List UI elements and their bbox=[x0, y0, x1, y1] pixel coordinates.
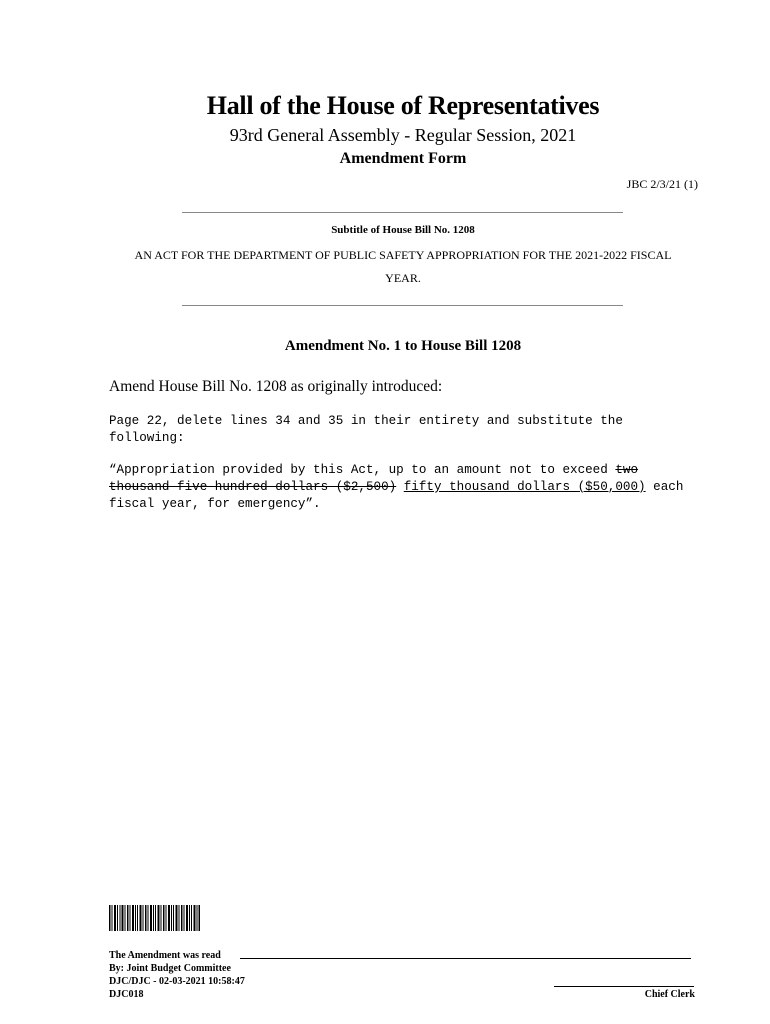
session-line: 93rd General Assembly - Regular Session, 2021 bbox=[229, 125, 577, 145]
chief-clerk-label: Chief Clerk bbox=[644, 989, 695, 1000]
by-line: By: Joint Budget Committee bbox=[109, 963, 231, 974]
barcode-icon bbox=[109, 905, 200, 931]
act-title-line-2: YEAR. bbox=[385, 271, 421, 285]
footer-block bbox=[109, 949, 245, 1001]
code-line: DJC018 bbox=[109, 989, 144, 1000]
bottom-divider bbox=[182, 305, 623, 306]
top-divider bbox=[182, 212, 623, 213]
act-title-line-1: AN ACT FOR THE DEPARTMENT OF PUBLIC SAFETY APPROPRIATION FOR THE 2021-2022 FISCAL bbox=[134, 248, 672, 262]
clerk-signature-line bbox=[554, 986, 694, 987]
appropriation-line-1 bbox=[109, 462, 709, 479]
stamp-line: DJC/DJC - 02-03-2021 10:58:47 bbox=[109, 976, 245, 987]
page-instruction-line-2: following: bbox=[109, 431, 185, 445]
read-label: The Amendment was read bbox=[109, 950, 221, 961]
struck-text-2: thousand five hundred dollars ($2,500) bbox=[109, 480, 397, 494]
form-name: Amendment Form bbox=[339, 150, 467, 167]
appropriation-text-part-1: “Appropriation provided by this Act, up to an amount not to exceed bbox=[109, 463, 616, 477]
amendment-intro: Amend House Bill No. 1208 as originally introduced: bbox=[109, 378, 443, 395]
appropriation-line-2 bbox=[109, 479, 709, 496]
amendment-heading: Amendment No. 1 to House Bill 1208 bbox=[284, 338, 522, 354]
document-code: JBC 2/3/21 (1) bbox=[626, 177, 698, 191]
read-signature-line bbox=[240, 958, 691, 959]
document-title: Hall of the House of Representatives bbox=[206, 91, 600, 120]
page-instruction-line-1: Page 22, delete lines 34 and 35 in their entirety and substitute the bbox=[109, 414, 623, 428]
page-instruction bbox=[109, 413, 709, 447]
act-title bbox=[110, 244, 696, 290]
appropriation-line-3: fiscal year, for emergency”. bbox=[109, 497, 321, 511]
appropriation-text-part-2: each bbox=[645, 480, 684, 494]
appropriation-text bbox=[109, 462, 709, 513]
subtitle-label: Subtitle of House Bill No. 1208 bbox=[331, 224, 475, 236]
inserted-text: fifty thousand dollars ($50,000) bbox=[403, 480, 646, 494]
struck-text-1: two bbox=[615, 463, 639, 477]
